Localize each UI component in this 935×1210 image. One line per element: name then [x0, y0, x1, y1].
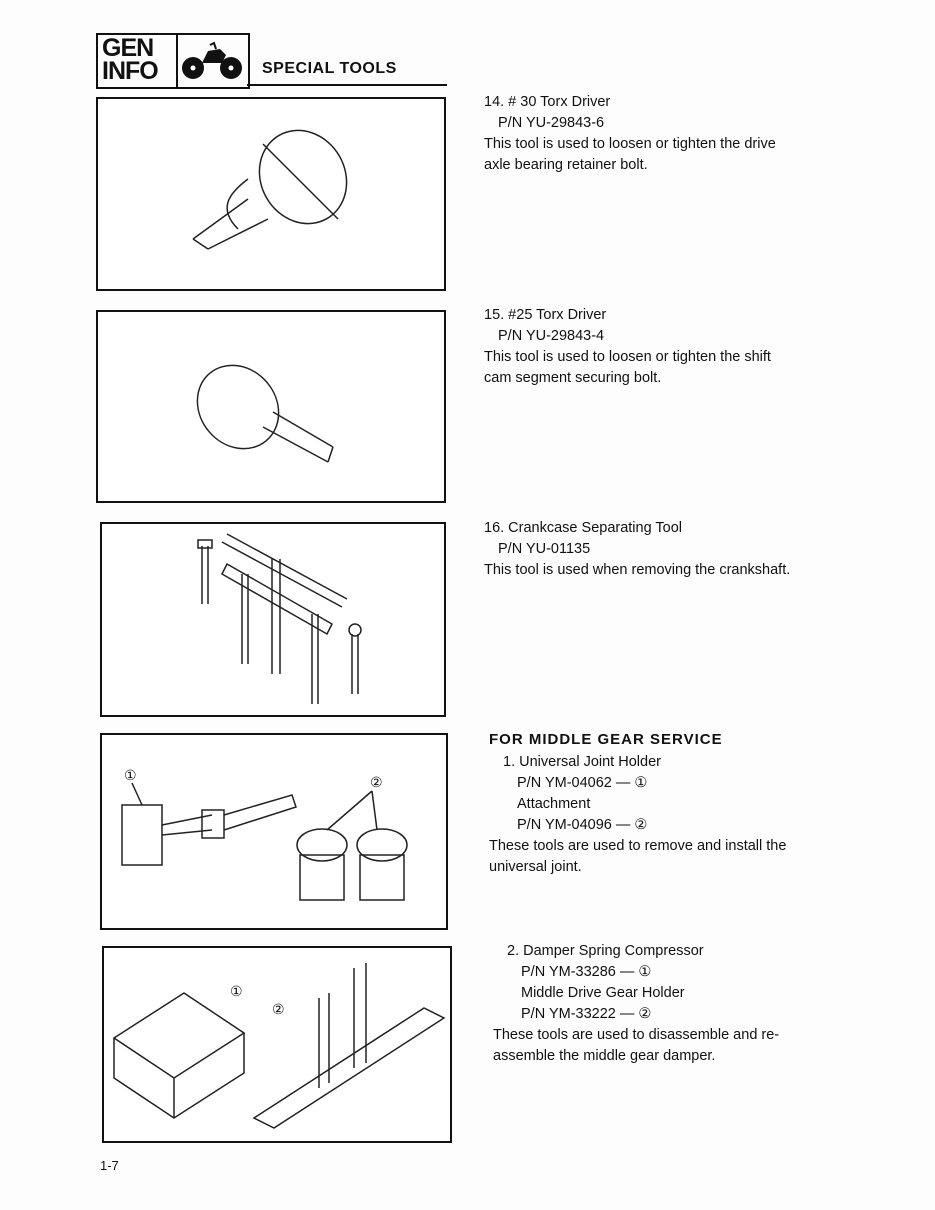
item-description: These tools are used to remove and install the	[489, 838, 787, 854]
part-number: P/N YU-29843-4	[498, 328, 605, 344]
item-description: This tool is used to loosen or tighten the drive	[484, 136, 776, 152]
item-title: 14. # 30 Torx Driver	[484, 94, 611, 110]
header-rule	[247, 84, 447, 86]
item-description: These tools are used to disassemble and re-	[493, 1027, 780, 1043]
page-title: SPECIAL TOOLS	[262, 60, 397, 77]
section-heading: FOR MIDDLE GEAR SERVICE	[489, 731, 723, 748]
part-number: P/N YM-04096 — ②	[517, 817, 648, 833]
torx-30-illustration	[96, 97, 446, 291]
item-description: This tool is used to loosen or tighten the shift	[484, 349, 771, 365]
callout-2: ②	[370, 774, 383, 790]
logo-text-info: INFO	[102, 57, 158, 85]
torx-25-illustration	[96, 310, 446, 503]
item-description: assemble the middle gear damper.	[493, 1048, 716, 1064]
item-subtitle: Middle Drive Gear Holder	[521, 985, 685, 1001]
item-title: 2. Damper Spring Compressor	[507, 943, 704, 959]
page-number: 1-7	[100, 1158, 119, 1173]
item-title: 16. Crankcase Separating Tool	[484, 520, 683, 536]
crankcase-separator-illustration	[100, 522, 446, 717]
part-number: P/N YM-33286 — ①	[521, 964, 652, 980]
item-description: axle bearing retainer bolt.	[484, 157, 648, 173]
damper-spring-compressor-illustration	[102, 946, 452, 1143]
item-15	[484, 305, 771, 389]
callout-1: ①	[124, 767, 137, 783]
item-title: 15. #25 Torx Driver	[484, 307, 607, 323]
universal-joint-holder-illustration	[100, 733, 448, 930]
item-14	[484, 92, 776, 176]
item-description: cam segment securing bolt.	[484, 370, 662, 386]
callout-2: ②	[272, 1001, 285, 1017]
part-number: P/N YM-33222 — ②	[521, 1006, 652, 1022]
atv-icon	[178, 35, 248, 87]
middle-gear-item-2	[493, 941, 779, 1067]
part-number: P/N YM-04062 — ①	[517, 775, 648, 791]
item-16	[484, 518, 790, 581]
logo-text-gen: GEN	[102, 34, 154, 62]
item-description: universal joint.	[489, 859, 582, 875]
item-description: This tool is used when removing the crankshaft.	[484, 562, 791, 578]
callout-1: ①	[230, 983, 243, 999]
part-number: P/N YU-29843-6	[498, 115, 605, 131]
item-title: 1. Universal Joint Holder	[503, 754, 661, 770]
item-subtitle: Attachment	[517, 796, 591, 812]
gen-info-logo	[96, 33, 250, 89]
part-number: P/N YU-01135	[498, 541, 591, 557]
middle-gear-section	[489, 729, 786, 878]
